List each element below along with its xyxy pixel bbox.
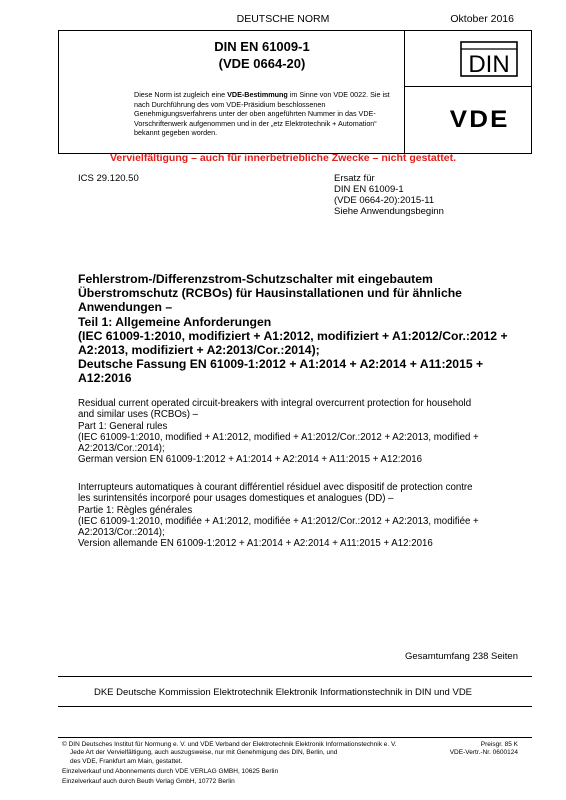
divider <box>58 706 532 707</box>
price-info <box>450 741 518 758</box>
title-line: Part 1: General rules <box>78 420 168 432</box>
sales-info <box>62 767 278 787</box>
divider <box>58 30 532 31</box>
vde-logo: VDE <box>449 106 510 133</box>
title-line: A2:2013, modifiziert + A2:2013/Cor.:2014); <box>78 343 320 358</box>
standard-header-box <box>58 30 532 154</box>
title-line: Deutsche Fassung EN 61009-1:2012 + A1:2014 + A2:2014 + A11:2015 + <box>78 357 484 372</box>
title-line: Interrupteurs automatiques à courant différentiel résiduel avec dispositif de protection contre <box>78 482 473 493</box>
replacement-line: Siehe Anwendungsbeginn <box>334 206 444 217</box>
title-line: Teil 1: Allgemeine Anforderungen <box>78 314 272 329</box>
title-line: Version allemande EN 61009-1:2012 + A1:2014 + A2:2014 + A11:2015 + A12:2016 <box>78 538 433 550</box>
title-line: A2:2013/Cor.:2014); <box>78 443 165 455</box>
replacement-line: Ersatz für <box>334 173 375 184</box>
din-logo <box>460 41 518 77</box>
title-german <box>78 272 524 386</box>
title-line: and similar uses (RCBOs) – <box>78 409 199 421</box>
copyright-notice <box>62 741 442 766</box>
header-title: DEUTSCHE NORM <box>236 13 330 25</box>
vde-vertr-number: VDE-Vertr.-Nr. 0600124 <box>449 749 518 757</box>
dke-line: DKE Deutsche Kommission Elektrotechnik Elektronik Informationstechnik in DIN und VDE <box>93 687 473 698</box>
title-line: Anwendungen – <box>78 300 173 315</box>
title-line: A12:2016 <box>78 371 132 386</box>
din-logo-text: DIN <box>468 51 510 77</box>
title-line: les surintensités incorporé pour usages domestiques et analogues (DD) – <box>78 493 394 505</box>
title-line: Überstromschutz (RCBOs) für Hausinstallationen und für ähnliche <box>78 286 462 301</box>
page-count: Gesamtumfang 238 Seiten <box>404 651 518 662</box>
vde-number: (VDE 0664-20) <box>218 56 306 71</box>
title-line: Residual current operated circuit-breakers with integral overcurrent protection for household <box>78 398 472 409</box>
title-line: Partie 1: Règles générales <box>78 504 193 516</box>
title-french <box>78 482 528 550</box>
divider <box>58 30 59 154</box>
divider <box>404 30 405 154</box>
vde-note-prefix: Diese Norm ist zugleich eine <box>134 90 228 99</box>
vde-note-bold: VDE-Bestimmung <box>227 90 288 99</box>
copyright-line: Jede Art der Vervielfältigung, auch auszugsweise, nur mit Genehmigung des DIN, Berlin, und <box>70 749 338 757</box>
title-line: (IEC 61009-1:2010, modifiée + A1:2012, modifiée + A1:2012/Cor.:2012 + A2:2013, modifiée + <box>78 515 479 527</box>
replacement-line: (VDE 0664-20):2015-11 <box>334 195 435 206</box>
title-line: (IEC 61009-1:2010, modifiziert + A1:2012, modifiziert + A1:2012/Cor.:2012 + <box>78 328 508 343</box>
document-number-block <box>130 38 394 72</box>
divider <box>58 737 532 738</box>
title-line: (IEC 61009-1:2010, modified + A1:2012, modified + A1:2012/Cor.:2012 + A2:2013, modified + <box>78 431 479 443</box>
sales-line: Einzelverkauf auch durch Beuth Verlag GmbH, 10772 Berlin <box>62 778 235 785</box>
divider <box>531 30 532 154</box>
sales-line: Einzelverkauf und Abonnements durch VDE VERLAG GMBH, 10625 Berlin <box>62 768 279 775</box>
title-english <box>78 398 528 466</box>
title-line: A2:2013/Cor.:2014); <box>78 527 165 539</box>
vde-note <box>134 90 394 138</box>
replacement-line: DIN EN 61009-1 <box>334 184 404 195</box>
title-line: Fehlerstrom-/Differenzstrom-Schutzschalter mit eingebautem <box>78 272 433 286</box>
copy-warning: Vervielfältigung – auch für innerbetriebliche Zwecke – nicht gestattet. <box>109 152 456 164</box>
copyright-line: des VDE, Frankfurt am Main, gestattet. <box>70 757 183 765</box>
divider <box>58 676 532 677</box>
price-group: Preisgr. 85 K <box>480 741 518 748</box>
replacement-info <box>334 173 444 217</box>
header-date: Oktober 2016 <box>450 13 514 25</box>
copyright-line: © DIN Deutsches Institut für Normung e. V. und VDE Verband der Elektrotechnik Elektronik Informationstechnik e. V. <box>62 741 397 748</box>
ics-code: ICS 29.120.50 <box>78 173 139 184</box>
document-number: DIN EN 61009-1 <box>214 39 310 54</box>
title-line: German version EN 61009-1:2012 + A1:2014 + A2:2014 + A11:2015 + A12:2016 <box>78 454 422 466</box>
divider <box>404 86 532 87</box>
vde-note-rest: im Sinne von VDE 0022. Sie ist nach Durchführung des vom VDE-Präsidium beschlossenen Genehmigungsverfahrens unter der oben angeführten Nummer in das VDE-Vorschriftenwerk aufgenommen und in der „etz Elektrotechnik + Automation“ bekannt gegeben worden. <box>134 90 390 138</box>
